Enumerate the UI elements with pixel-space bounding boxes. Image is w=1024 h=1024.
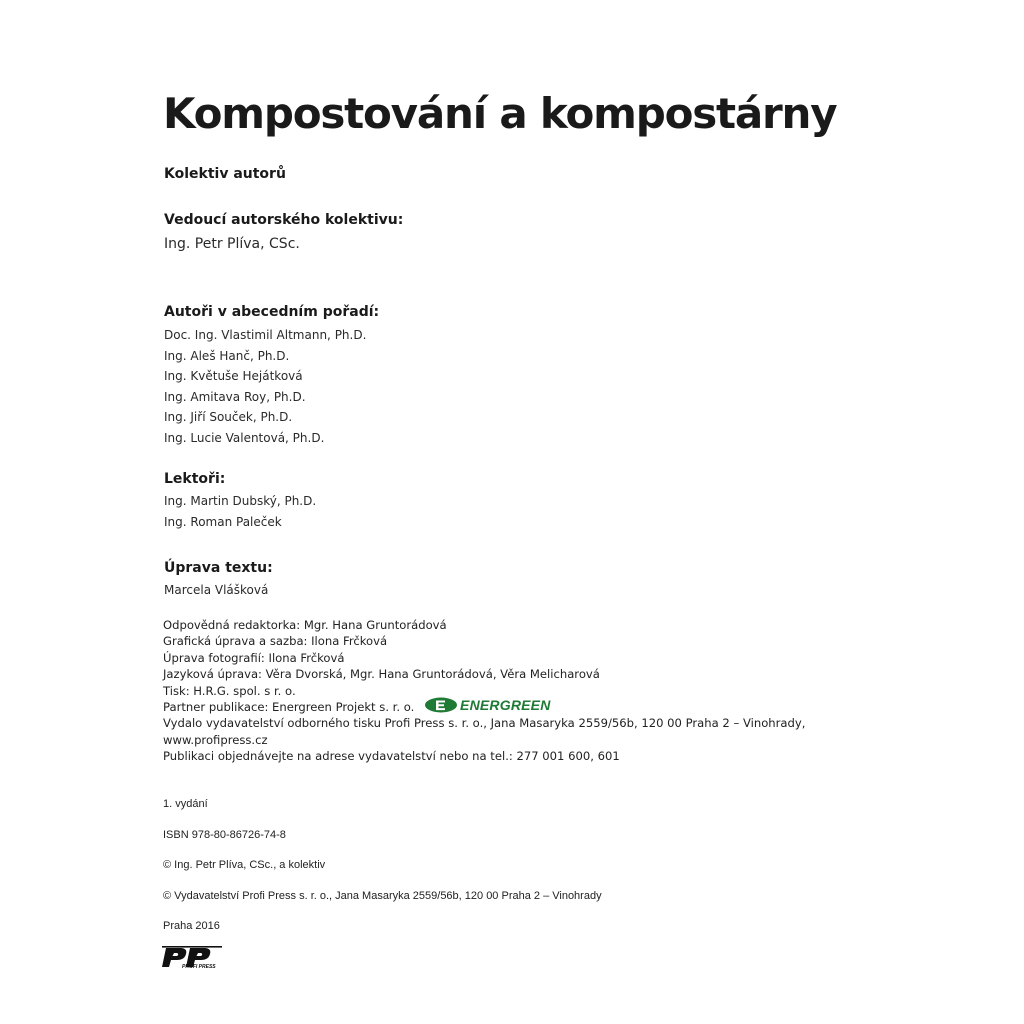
text-editing-name: Marcela Vlášková: [164, 583, 269, 597]
partner-text: Partner publikace: Energreen Projekt s. r. o.: [163, 699, 415, 714]
lead-author-name: Ing. Petr Plíva, CSc.: [164, 236, 300, 252]
order-info-line: Publikaci objednávejte na adrese vydavatelství nebo na tel.: 277 001 600, 601: [163, 749, 620, 764]
copyright-authors: © Ing. Petr Plíva, CSc., a kolektiv: [163, 859, 326, 871]
profi-press-logo: [160, 944, 230, 974]
imprint-line: Odpovědná redaktorka: Mgr. Hana Gruntorádová: [163, 618, 447, 632]
energreen-logo: [424, 697, 550, 713]
author-item: Ing. Amitava Roy, Ph.D.: [164, 389, 306, 404]
authors-list: [164, 325, 366, 449]
lead-author-heading: Vedoucí autorského kolektivu:: [164, 212, 404, 228]
energreen-logo-text: ENERGREEN: [460, 697, 551, 714]
imprint-line: Úprava fotografií: Ilona Frčková: [163, 650, 345, 665]
energreen-leaf-icon: [424, 697, 458, 713]
imprint-line: Jazyková úprava: Věra Dvorská, Mgr. Hana Gruntorádová, Věra Melicharová: [163, 667, 600, 682]
imprint-block: [163, 617, 805, 765]
reviewers-list: [164, 491, 316, 532]
profi-press-logo-text: PROFI PRESS: [182, 964, 216, 970]
authors-heading: Autoři v abecedním pořadí:: [164, 304, 380, 320]
isbn: ISBN 978-80-86726-74-8: [163, 829, 286, 841]
author-item: Ing. Jiří Souček, Ph.D.: [164, 410, 293, 425]
author-item: Ing. Aleš Hanč, Ph.D.: [164, 348, 290, 363]
reviewer-item: Ing. Martin Dubský, Ph.D.: [164, 494, 317, 508]
profi-press-logo-icon: [160, 944, 230, 970]
publisher-line: Vydalo vydavatelství odborného tisku Profi Press s. r. o., Jana Masaryka 2559/56b, 120 00 Praha 2 – Vinohrady,: [163, 716, 806, 731]
book-title: Kompostování a kompostárny: [163, 89, 837, 138]
imprint-line: Grafická úprava a sazba: Ilona Frčková: [163, 634, 388, 649]
reviewer-item: Ing. Roman Paleček: [164, 514, 282, 529]
edition: 1. vydání: [163, 798, 208, 810]
author-item: Doc. Ing. Vlastimil Altmann, Ph.D.: [164, 328, 367, 342]
copyright-publisher: © Vydavatelství Profi Press s. r. o., Jana Masaryka 2559/56b, 120 00 Praha 2 – Vinohrady: [163, 890, 602, 902]
author-item: Ing. Lucie Valentová, Ph.D.: [164, 430, 325, 445]
reviewers-heading: Lektoři:: [164, 471, 226, 487]
place-year: Praha 2016: [163, 920, 220, 932]
collective-label: Kolektiv autorů: [164, 166, 286, 182]
text-editing-heading: Úprava textu:: [164, 560, 273, 576]
publisher-website: www.profipress.cz: [163, 732, 268, 747]
author-item: Ing. Květuše Hejátková: [164, 369, 303, 384]
imprint-line: Tisk: H.R.G. spol. s r. o.: [163, 683, 296, 698]
partner-line: [163, 699, 805, 715]
